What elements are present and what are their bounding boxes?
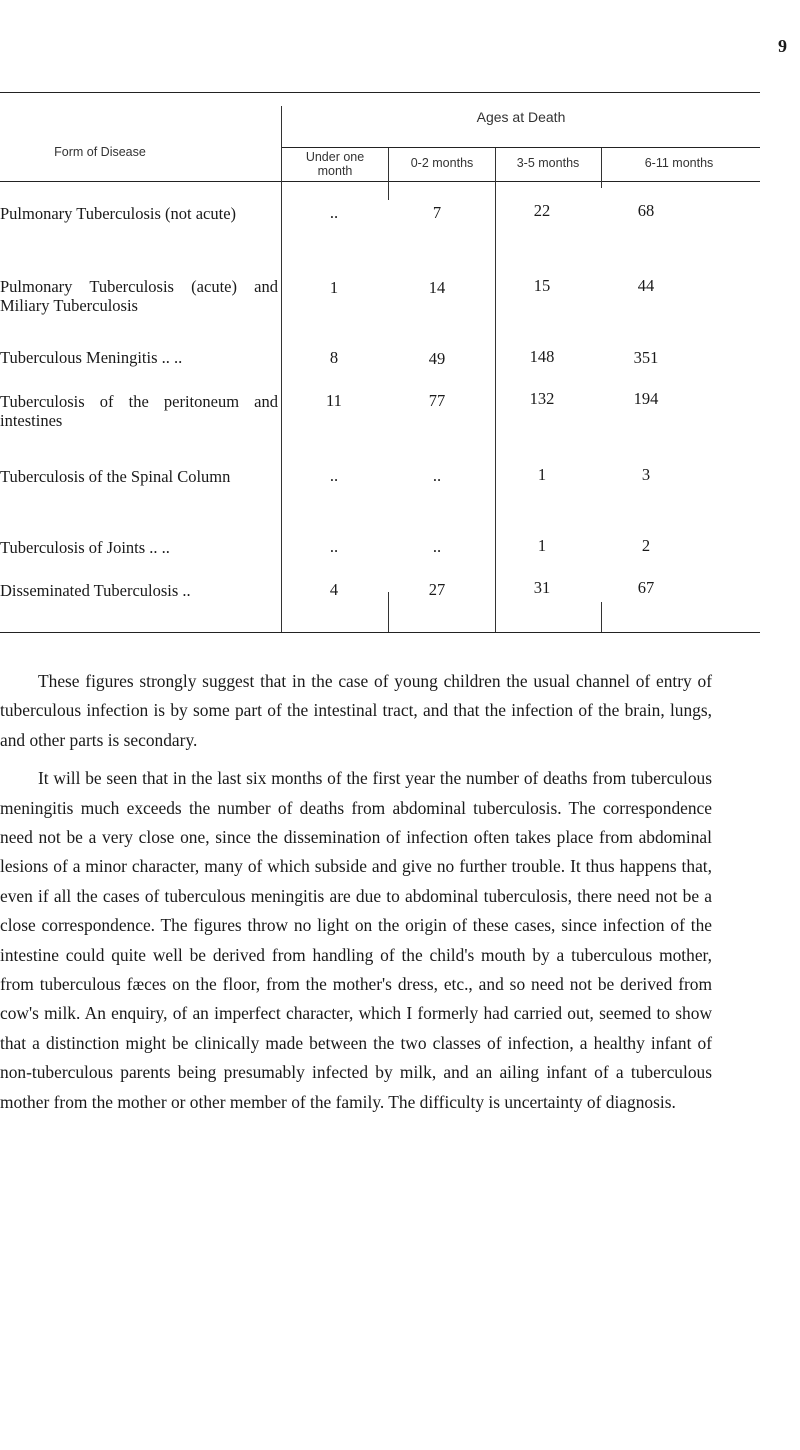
table-cell: 44	[637, 276, 655, 295]
table-cell: 15	[533, 276, 551, 295]
table-cell: 1	[537, 465, 547, 484]
table-cell: ..	[329, 466, 339, 485]
header-3-5-months: 3-5 months	[516, 156, 580, 170]
table-cell: ..	[329, 537, 339, 556]
table-cell: 3	[641, 465, 651, 484]
table-cell: ..	[432, 537, 442, 556]
table-cell: ..	[329, 203, 339, 222]
row-label: Pulmonary Tuberculosis (acute) and Miliary Tuberculosis	[0, 277, 278, 315]
column-divider	[388, 148, 389, 200]
table-cell: 2	[641, 536, 651, 555]
table-cell: 11	[326, 391, 342, 410]
header-6-11-months: 6-11 months	[644, 156, 714, 170]
header-0-2-months: 0-2 months	[410, 156, 474, 170]
row-label: Tuberculous Meningitis .. ..	[0, 348, 183, 367]
header-bottom-rule	[0, 181, 760, 182]
table-cell: 77	[428, 391, 446, 410]
table-bottom-rule	[0, 632, 760, 633]
column-divider	[601, 148, 602, 188]
table-cell: 7	[432, 203, 442, 222]
row-label: Pulmonary Tuberculosis (not acute)	[0, 204, 237, 223]
body-text	[0, 667, 712, 1117]
column-divider	[388, 592, 389, 632]
table-cell: 14	[428, 278, 446, 297]
table-cell: 194	[633, 389, 659, 408]
row-label: Tuberculosis of the Spinal Column	[0, 467, 231, 486]
header-under-one-month: Under one month	[305, 150, 365, 178]
table-cell: 8	[329, 348, 339, 367]
table-cell: 148	[529, 347, 555, 366]
table-cell: 4	[329, 580, 339, 599]
table-cell: 67	[637, 578, 655, 597]
table-cell: 68	[637, 201, 655, 220]
table-cell: 31	[533, 578, 551, 597]
page-number: 9	[778, 36, 787, 56]
table-cell: 1	[537, 536, 547, 555]
paragraph: It will be seen that in the last six months of the first year the number of deaths from tuberculous meningitis much exceeds the number of deaths from abdominal tuberculosis. The correspondence need not be a very close one, since the dissemination of infection often takes place from abdominal lesions of a minor character, many of which subside and give no further trouble. It thus happens that, even if all the cases of tuberculous meningitis are due to abdominal tuberculosis, there need not be a close correspondence. The figures throw no light on the origin of these cases, since infection of the intestine could quite well be derived from handling of the child's mouth by a tuberculous mother, from tuberculous fæces on the floor, from the mother's dress, etc., and so need not be derived from cow's milk. An enquiry, of an imperfect character, which I formerly had carried out, seemed to show that a distinction might be clinically made between the two classes of infection, a healthy infant of non-tuberculous parents being presumably infected by milk, and an ailing infant of a tuberculous mother from the mother or other member of the family. The difficulty is uncertainty of diagnosis.	[0, 768, 712, 1112]
paragraph: These figures strongly suggest that in the case of young children the usual channel of entry of tuberculous infection is by some part of the intestinal tract, and that the infection of the brain, lungs, and other parts is secondary.	[0, 671, 712, 750]
column-divider	[281, 106, 282, 632]
table-cell: 1	[329, 278, 339, 297]
table-cell: 132	[529, 389, 555, 408]
table-cell: ..	[432, 466, 442, 485]
table-top-rule	[0, 92, 760, 93]
row-label: Tuberculosis of the peritoneum and intestines	[0, 392, 278, 430]
column-divider	[495, 148, 496, 632]
mortality-table	[0, 92, 760, 632]
column-divider	[601, 602, 602, 632]
row-label: Tuberculosis of Joints .. ..	[0, 538, 170, 557]
header-ages-at-death: Ages at Death	[476, 109, 566, 125]
table-cell: 22	[533, 201, 551, 220]
ages-underline	[282, 147, 760, 148]
row-label: Disseminated Tuberculosis ..	[0, 581, 191, 600]
table-cell: 27	[428, 580, 446, 599]
table-cell: 351	[633, 348, 659, 367]
table-cell: 49	[428, 349, 446, 368]
header-form-of-disease: Form of Disease	[54, 145, 146, 159]
